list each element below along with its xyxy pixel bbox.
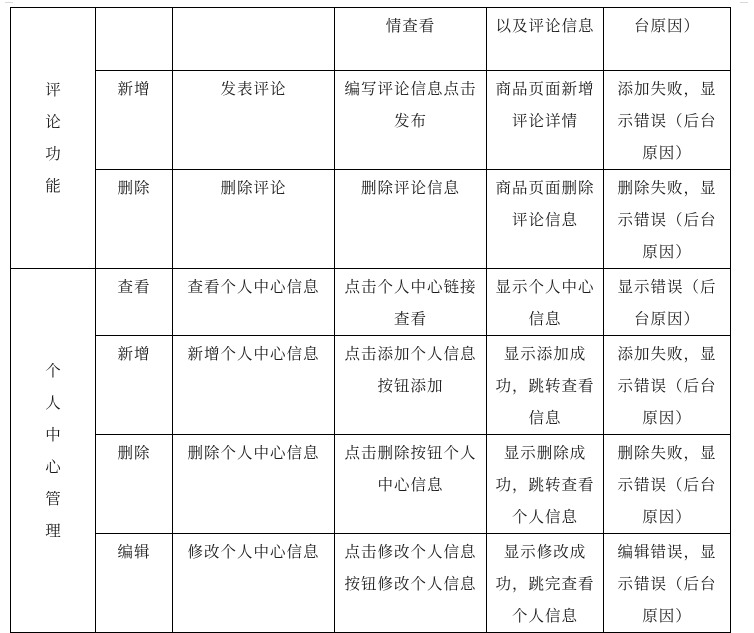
op-text: 删除 [117,444,151,462]
expected-text: 商品页面删除评论信息 [495,179,595,229]
failure-text: 添加失败，显示错误（后台原因） [617,80,717,162]
feature-cell [173,269,335,336]
expected-cell [487,336,604,435]
op-text: 编辑 [117,543,151,561]
steps-text: 点击添加个人信息按钮添加 [344,345,477,395]
failure-text: 添加失败，显示错误（后台原因） [617,345,717,427]
feature-text: 删除个人中心信息 [187,444,320,462]
table-row [11,170,731,269]
expected-text: 显示修改成功，跳完查看个人信息 [495,543,595,625]
op-text: 删除 [117,179,151,197]
expected-text: 以及评论信息 [495,17,595,35]
expected-text: 显示删除成功，跳转查看个人信息 [495,444,595,526]
table-row [11,336,731,435]
expected-cell [487,269,604,336]
feature-text: 新增个人中心信息 [187,345,320,363]
failure-cell [604,336,731,435]
steps-cell [335,534,487,633]
group-label-comment [11,8,96,269]
expected-cell [487,534,604,633]
steps-text: 点击删除按钮个人中心信息 [344,444,477,494]
expected-text: 商品页面新增评论详情 [495,80,595,130]
feature-text: 删除评论 [220,179,287,197]
feature-text: 查看个人中心信息 [187,278,320,296]
op-cell [96,534,173,633]
steps-text: 删除评论信息 [360,179,460,197]
op-cell [96,8,173,71]
page-corner-mark-left [5,2,13,5]
steps-cell [335,435,487,534]
failure-text: 删除失败，显示错误（后台原因） [617,179,717,261]
op-cell [96,435,173,534]
steps-text: 点击个人中心链接查看 [344,278,477,328]
table-row [11,8,731,71]
feature-cell [173,336,335,435]
page-corner-mark-right [740,2,748,5]
feature-text: 修改个人中心信息 [187,543,320,561]
expected-cell [487,71,604,170]
expected-cell [487,170,604,269]
table-row [11,71,731,170]
failure-cell [604,435,731,534]
group-label-text: 个人中心管理 [45,361,62,540]
op-cell [96,336,173,435]
table-row [11,435,731,534]
op-text: 查看 [117,278,151,296]
group-label-text: 评论功能 [45,81,62,195]
test-case-table [10,7,731,633]
feature-cell [173,170,335,269]
steps-text: 编写评论信息点击发布 [344,80,477,130]
failure-text: 台原因） [633,17,700,35]
failure-cell [604,534,731,633]
feature-cell [173,8,335,71]
table-row [11,534,731,633]
steps-cell [335,336,487,435]
failure-cell [604,8,731,71]
steps-text: 情查看 [385,17,436,35]
failure-text: 显示错误（后台原因） [617,278,717,328]
failure-cell [604,71,731,170]
op-cell [96,170,173,269]
steps-cell [335,269,487,336]
steps-cell [335,170,487,269]
failure-cell [604,170,731,269]
steps-cell [335,71,487,170]
group-label-personal-center [11,269,96,633]
feature-text: 发表评论 [220,80,287,98]
expected-cell [487,8,604,71]
op-cell [96,71,173,170]
op-text: 新增 [117,80,151,98]
steps-text: 点击修改个人信息按钮修改个人信息 [344,543,477,593]
feature-cell [173,435,335,534]
failure-cell [604,269,731,336]
feature-cell [173,534,335,633]
table-row [11,269,731,336]
expected-text: 显示个人中心信息 [495,278,595,328]
op-text: 新增 [117,345,151,363]
expected-cell [487,435,604,534]
feature-cell [173,71,335,170]
steps-cell [335,8,487,71]
failure-text: 删除失败，显示错误（后台原因） [617,444,717,526]
failure-text: 编辑错误，显示错误（后台原因） [617,543,717,625]
expected-text: 显示添加成功，跳转查看信息 [495,345,595,427]
op-cell [96,269,173,336]
